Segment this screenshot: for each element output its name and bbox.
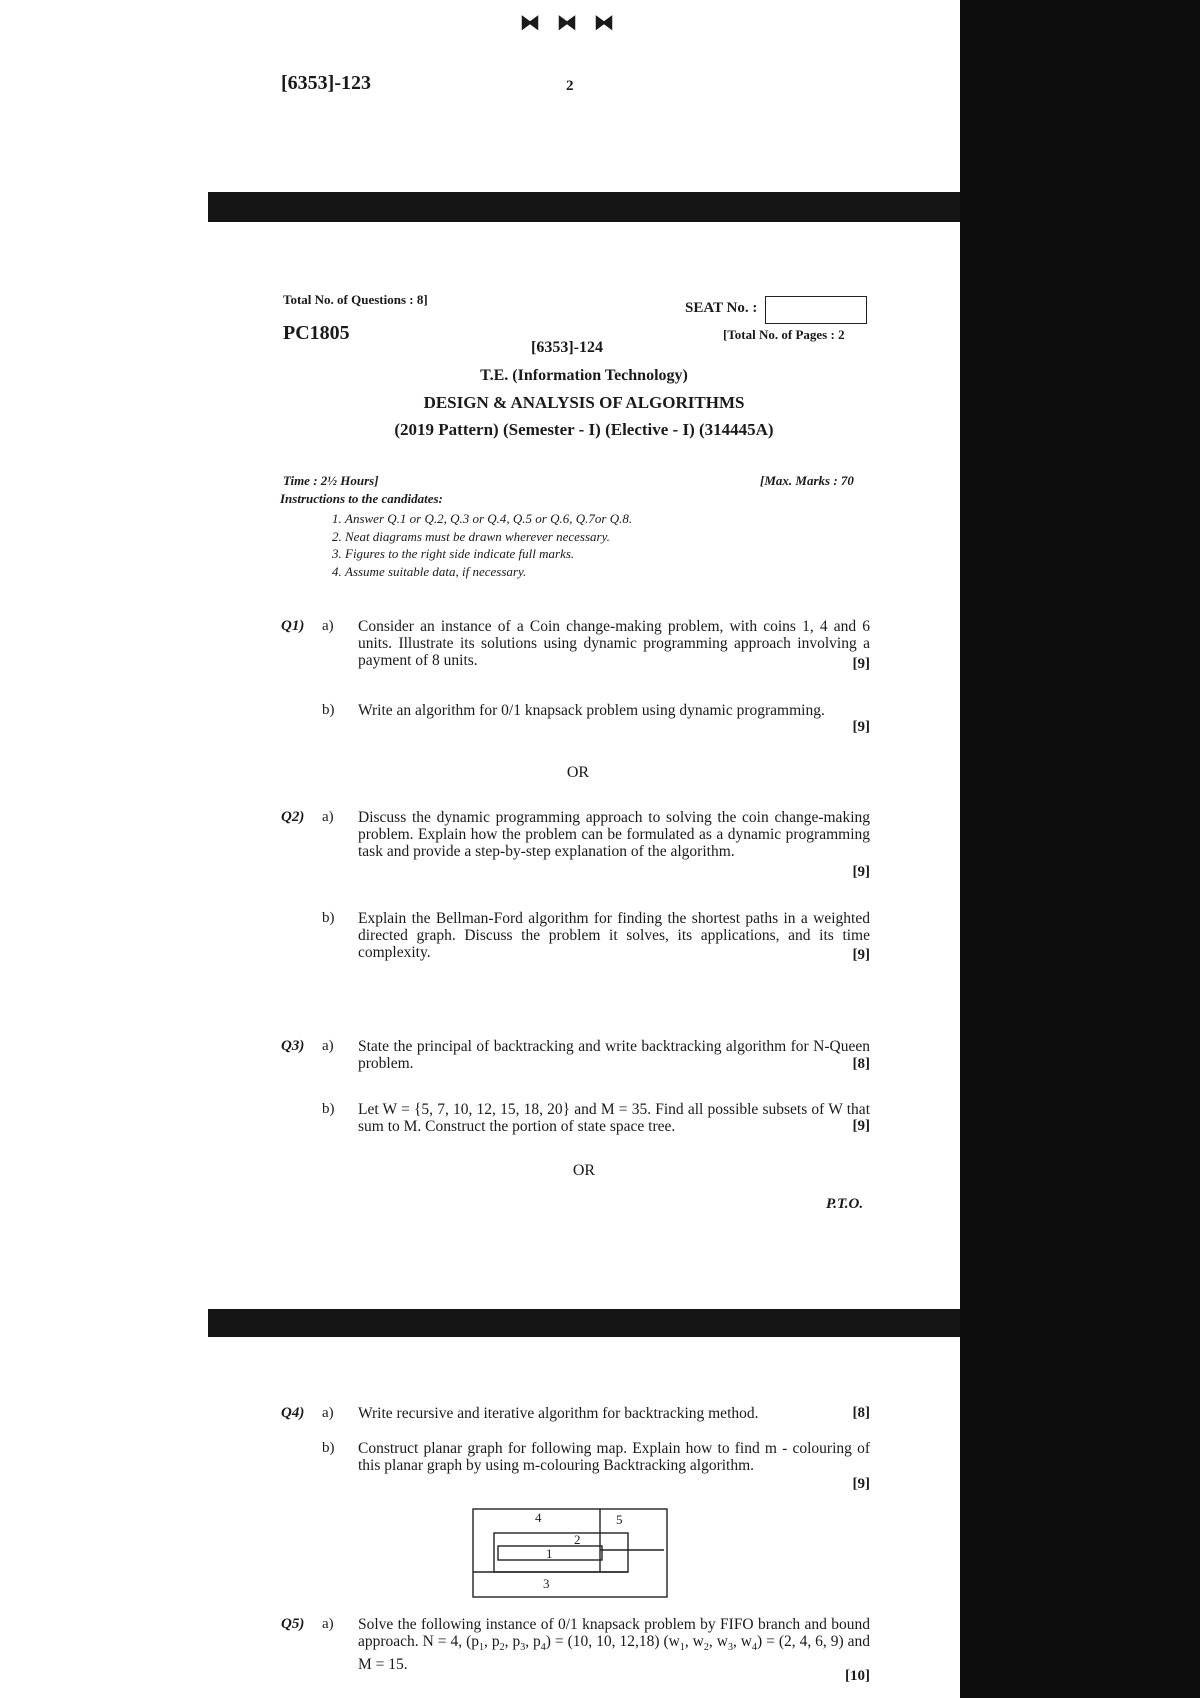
seat-label: SEAT No. : bbox=[685, 300, 758, 316]
question-number: Q5) bbox=[281, 1616, 305, 1632]
question-text: Write an algorithm for 0/1 knapsack problem using dynamic programming. bbox=[358, 702, 825, 719]
map-label-region-5: 5 bbox=[616, 1512, 623, 1527]
question-number: Q1) bbox=[281, 618, 305, 634]
instruction-item: 2. Neat diagrams must be drawn wherever necessary. bbox=[345, 528, 845, 546]
instructions-list bbox=[313, 510, 845, 580]
max-marks: [Max. Marks : 70 bbox=[760, 473, 854, 488]
prev-paper-code: [6353]-123 bbox=[281, 72, 371, 94]
instructions-heading: Instructions to the candidates: bbox=[280, 491, 443, 506]
subquestion-label: b) bbox=[322, 910, 335, 926]
question-number: Q2) bbox=[281, 809, 305, 825]
subquestion-label: a) bbox=[322, 618, 334, 634]
or-divider: OR bbox=[572, 1162, 596, 1179]
page-edge-dark bbox=[960, 0, 1200, 1698]
exam-time: Time : 2½ Hours] bbox=[283, 473, 379, 488]
question-text: State the principal of backtracking and write backtracking algorithm for N-Queen problem. bbox=[358, 1038, 870, 1072]
marks: [9] bbox=[852, 1476, 870, 1492]
page-separator bbox=[208, 1309, 960, 1337]
map-region-2-boundary bbox=[494, 1533, 628, 1572]
marks: [9] bbox=[852, 1118, 870, 1134]
question-text-part: Solve the following instance of 0/1 knapsack problem by FIFO branch and bound approach. N = 4, (p bbox=[358, 1616, 870, 1650]
map-outer-boundary bbox=[473, 1509, 667, 1597]
instruction-item: 3. Figures to the right side indicate full marks. bbox=[345, 545, 845, 563]
paper-code: [6353]-124 bbox=[531, 339, 603, 356]
marks: [9] bbox=[852, 656, 870, 672]
marks: [9] bbox=[852, 719, 870, 735]
question-text: Solve the following instance of 0/1 knapsack problem by FIFO branch and bound approach. N = 4, ($p_1$, $p_2$, $p_3$, $p_4) = (10$, 10, 12,18) ($w_1$, $w_2$, $w_3$, $w_4) = (2$, 4, 6, 9) and M = 15. bbox=[358, 1616, 871, 1674]
subquestion-label: a) bbox=[322, 1038, 334, 1054]
map-label-region-3: 3 bbox=[543, 1576, 550, 1591]
subquestion-label: b) bbox=[322, 1101, 335, 1117]
seat-number-box bbox=[765, 296, 867, 324]
map-label-region-4: 4 bbox=[535, 1510, 542, 1525]
subquestion-label: a) bbox=[322, 1616, 334, 1632]
page-number: 2 bbox=[566, 78, 574, 94]
instruction-item: 1. Answer Q.1 or Q.2, Q.3 or Q.4, Q.5 or Q.6, Q.7or Q.8. bbox=[345, 510, 845, 528]
question-text: Let W = {5, 7, 10, 12, 15, 18, 20} and M = 35. Find all possible subsets of W that sum to M. Construct the portion of state space tree. bbox=[358, 1101, 870, 1135]
binding-marks: ⧓ ⧓ ⧓ bbox=[520, 12, 620, 34]
planar-map-figure bbox=[470, 1506, 676, 1600]
or-divider: OR bbox=[566, 764, 590, 781]
question-text: Discuss the dynamic programming approach to solving the coin change-making problem. Explain how the problem can be formulated as a dynamic programming task and provide a step-by-step explanation of the algorithm. bbox=[358, 809, 870, 860]
marks: [8] bbox=[852, 1405, 870, 1421]
pattern-line: (2019 Pattern) (Semester - I) (Elective - I) (314445A) bbox=[394, 420, 774, 439]
total-questions: Total No. of Questions : 8] bbox=[283, 292, 428, 307]
page-separator bbox=[208, 192, 960, 222]
pto-note: P.T.O. bbox=[826, 1196, 864, 1212]
map-label-region-1: 1 bbox=[546, 1546, 553, 1561]
subquestion-label: b) bbox=[322, 702, 335, 718]
question-text: Consider an instance of a Coin change-making problem, with coins 1, 4 and 6 units. Illustrate its solutions using dynamic programming approach involving a payment of 8 units. bbox=[358, 618, 870, 669]
subquestion-label: a) bbox=[322, 1405, 334, 1421]
course-title: T.E. (Information Technology) bbox=[480, 367, 688, 384]
instruction-item: 4. Assume suitable data, if necessary. bbox=[345, 563, 845, 581]
question-text: Explain the Bellman-Ford algorithm for finding the shortest paths in a weighted directed graph. Discuss the problem it solves, its applications, and its time complexity. bbox=[358, 910, 870, 961]
map-label-region-2: 2 bbox=[574, 1532, 581, 1547]
marks: [10] bbox=[845, 1668, 870, 1684]
total-pages: [Total No. of Pages : 2 bbox=[723, 327, 845, 342]
subquestion-label: b) bbox=[322, 1440, 335, 1456]
marks: [8] bbox=[852, 1056, 870, 1072]
question-number: Q3) bbox=[281, 1038, 305, 1054]
subquestion-label: a) bbox=[322, 809, 334, 825]
marks: [9] bbox=[852, 947, 870, 963]
subject-title: DESIGN & ANALYSIS OF ALGORITHMS bbox=[423, 393, 745, 412]
marks: [9] bbox=[852, 864, 870, 880]
question-text: Construct planar graph for following map. Explain how to find m - colouring of this planar graph by using m-colouring Backtracking algorithm. bbox=[358, 1440, 870, 1474]
paper-id: PC1805 bbox=[283, 322, 350, 344]
question-text: Write recursive and iterative algorithm for backtracking method. bbox=[358, 1405, 759, 1422]
question-number: Q4) bbox=[281, 1405, 305, 1421]
